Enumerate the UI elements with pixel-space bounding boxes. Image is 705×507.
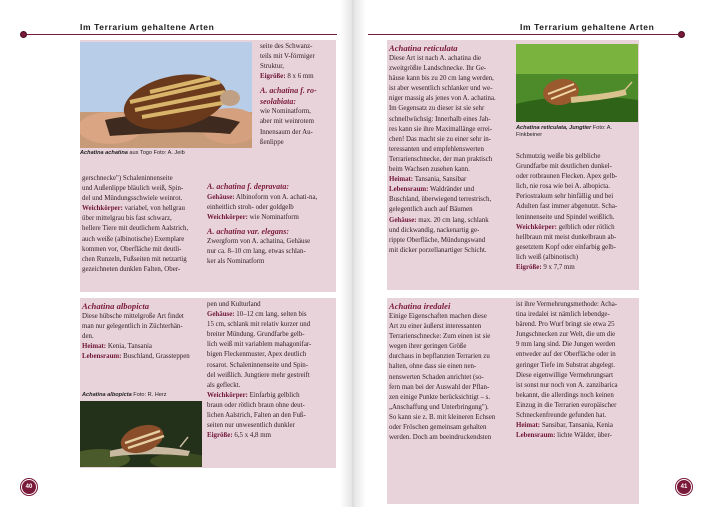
header-dot-left <box>20 31 27 38</box>
text-line: Struktur, <box>260 63 285 71</box>
photo-achatina-reticulata <box>516 44 638 122</box>
text-column-iredalei-left: Achatina iredalei Einige Eigenschaften machen diese Art zu einer äußerst interessanten Terrarienschnecke: Zum einen ist sie wegen ihrer geringen Größe durchaus in bepflanzten Terrarien zu halten, ohne dass sie einen nen- nenswerten Schaden anrichtet (so- fern man bei der Auswahl der Pflan- zen einige Punkte berücksichtigt – s. „Anschaffung und Unterbringung"). So kann sie z. B. mit kleineren Echsen oder Fröschen gemeinsam gehalten werden. Doch am beeindruckendsten <box>389 300 513 443</box>
species-heading: Achatina albopicta <box>82 301 150 311</box>
header-rule-right <box>368 34 678 35</box>
species-heading: Achatina reticulata <box>389 43 458 53</box>
running-head-left: Im Terrarium gehaltene Arten <box>80 22 215 32</box>
text-column-iredalei-right: ist ihre Vermehrungsmethode: Acha- tina iredalei ist nämlich lebendge- bärend. Pro Wurf bringt sie etwa 25 Jungschnecken zur Welt, die um die 9 mm lang sind. Die Jungen werden entweder auf der Oberfläche oder in geringer Tiefe im Substrat abgelegt. Diese eigenwillige Vermehrungsart ist sonst nur noch von A. zanzibarica bekannt, die allerdings noch keinen Einzug in die Terrarien europäischer Schneckenfreunde gefunden hat. Heimat: Sansibar, Tansania, Kenia Lebensraum: lichte Wälder, über- <box>516 301 618 440</box>
text-column-top-left: gerschnecke") Schaleninnenseite und Außenlippe bläulich weiß, Spin- del und Mündungsschwiele weinrot. Weichkörper: variabel, von hellgrau über mittelgrau bis fast schwarz, hellere Tiere mit deutlichem Aalstrich, auch weiße (albinotische) Exemplare kommen vor, Oberfläche mit deutli- chen Runzeln, Fußseiten mit netzartig gezeichneten dunklen Falten, Ober- <box>82 175 189 273</box>
photo-caption-albopicta: Achatina albopicta Foto: R. Herz <box>82 392 167 398</box>
text-column-albopicta-left: Achatina albopicta Diese hübsche mittelgroße Art findet man nur gelegentlich in Züchterhän- den. Heimat: Kenia, Tansania Lebensraum: Buschland, Grassteppen <box>82 300 202 362</box>
running-head-right: Im Terrarium gehaltene Arten <box>520 22 655 32</box>
header-rule-left <box>27 34 337 35</box>
text-line: teils mit V-förmiger <box>260 53 315 61</box>
page-number-left: 40 <box>20 478 38 496</box>
photo-achatina-albopicta <box>80 401 202 467</box>
text-column-albopicta-right: pen und Kulturland Gehäuse: 10–12 cm lang, selten bis 15 cm, schlank mit relativ kurzer und breiter Mündung. Grundfarbe gelb- lich weiß mit variablem mahagonifar- bigen Fleckenmuster, Apex deutlich rosarot. Schaleninnenseite und Spin- del weißlich. Jungtiere mehr gestreift als gefleckt. Weichkörper: Einfarbig gelblich braun oder rötlich braun ohne deut- lichen Aalstrich, Falten an den Fuß- seiten nur unwesentlich dunkler Eigröße: 6,5 x 4,8 mm <box>207 301 312 440</box>
text-column-top-right: seite des Schwanz- teils mit V-förmiger Struktur, Eigröße: 8 x 6 mm A. achatina f. ro-seolabiata: wie Nominatform, aber mit weinrotem Innensaum der Au- ßenlippe <box>260 42 336 148</box>
subspecies-heading: A. achatina f. ro-seolabiata: <box>260 86 317 106</box>
subspecies-heading: A. achatina var. elegans: <box>207 226 290 236</box>
text-column-top-right-lower: A. achatina f. depravata: Gehäuse: Albinoform von A. achati-na, einheitlich stroh- oder goldgelb Weichkörper: wie Nominatform A. achatina var. elegans: Zwergform von A. achatina, Gehäuse nur ca. 8–10 cm lang, etwas schlan- ker als Nominatform <box>207 182 336 268</box>
species-heading: Achatina iredalei <box>389 301 451 311</box>
text-column-reticulata-right: Schmutzig weiße bis gelbliche Grundfarbe mit deutlichen dunkel- oder rotbraunen Flecken. Apex gelb- lich, nie rosa wie bei A. albopicta. Periostrakum sehr hinfällig und bei Adulten fast immer abgenutzt. Scha- leninnenseite und Spindel weißlich. Weichkörper: gelblich oder rötlich hellbraun mit meist dunkelbraun ab- gesetztem Kopf oder einfarbig gelb- lich weiß (albinotisch) Eigröße: 9 x 7,7 mm <box>516 153 618 272</box>
text-column-reticulata-left: Achatina reticulata Diese Art ist nach A. achatina die zweitgrößte Landschnecke. Ihr Ge- häuse kann bis zu 20 cm lang werden, ist aber wesentlich schlanker und we- niger massig als jenes von A. achatina. Im Gegensatz zu dieser ist sie sehr schnellwüchsig: Innerhalb eines Jah- res kann sie ihre Maximallänge errei- chen! Das macht sie zu einer sehr in- teressanten und empfehlenswerten Terrarienschnecke, der man praktisch beim Wachsen zusehen kann. Heimat: Tansania, Sansibar Lebensraum: Waldränder und Buschland, überwiegend terrestrisch, gelegentlich auch auf Bäumen Gehäuse: max. 20 cm lang, schlank und dickwandig, nackenartig ge- rippte Oberfläche, Mündungswand mit dicker porzellanartiger Schicht. <box>389 42 513 256</box>
photo-caption-reticulata: Achatina reticulata, Jungtier Foto: A. Finkbeiner <box>516 125 613 138</box>
page-number-right: 41 <box>675 478 693 496</box>
subspecies-heading: A. achatina f. depravata: <box>207 182 289 191</box>
book-gutter <box>340 0 366 507</box>
photo-caption-top-left: Achatina achatina aus Togo Foto: A. Jeib <box>80 150 185 156</box>
photo-achatina-achatina <box>80 42 252 148</box>
header-dot-right <box>678 31 685 38</box>
text-line: seite des Schwanz- <box>260 43 313 50</box>
